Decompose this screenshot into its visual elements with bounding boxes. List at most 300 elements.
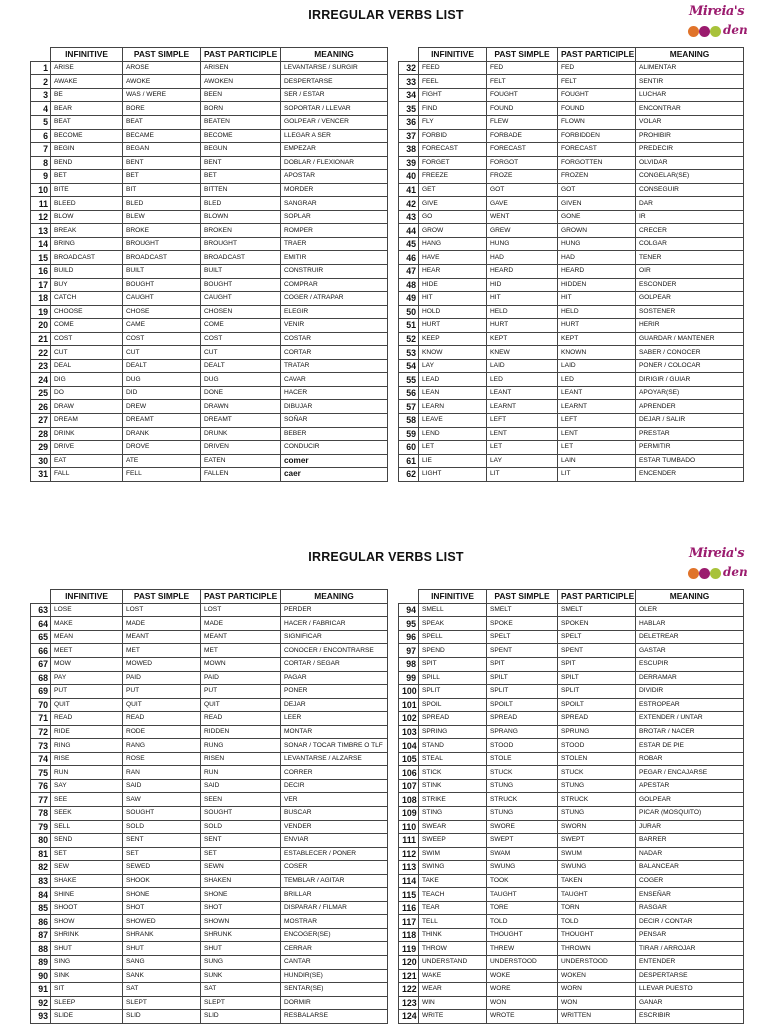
meaning-cell: SANGRAR (281, 197, 388, 211)
logo-1 (683, 4, 747, 50)
meaning-cell: SOPORTAR / LLEVAR (281, 102, 388, 116)
infinitive-cell: LIGHT (419, 468, 487, 482)
infinitive-cell: SEW (51, 861, 123, 875)
past-participle-cell: FED (558, 61, 636, 75)
row-number: 101 (399, 698, 419, 712)
meaning-cell: LUCHAR (636, 88, 744, 102)
past-participle-cell: STRUCK (558, 793, 636, 807)
table-row (31, 847, 388, 861)
meaning-cell: caer (281, 468, 388, 482)
past-participle-cell: SHOWN (201, 915, 281, 929)
page-title-2: IRREGULAR VERBS LIST (308, 550, 464, 564)
row-number: 25 (31, 386, 51, 400)
table-row (399, 427, 744, 441)
past-simple-cell: WAS / WERE (123, 88, 201, 102)
row-number: 49 (399, 292, 419, 306)
row-number: 4 (31, 102, 51, 116)
meaning-cell: IR (636, 210, 744, 224)
past-participle-cell: SLEPT (201, 996, 281, 1010)
row-number: 27 (31, 414, 51, 428)
row-number: 89 (31, 956, 51, 970)
past-participle-cell: GOT (558, 183, 636, 197)
row-number: 122 (399, 983, 419, 997)
past-participle-cell: BET (201, 170, 281, 184)
table-row (31, 400, 388, 414)
table-row (399, 603, 744, 617)
header-blank (31, 48, 51, 62)
table-row (31, 332, 388, 346)
column-header-past-participle: PAST PARTICIPLE (558, 48, 636, 62)
past-participle-cell: MADE (201, 617, 281, 631)
row-number: 18 (31, 292, 51, 306)
past-participle-cell: PUT (201, 685, 281, 699)
meaning-cell: ALIMENTAR (636, 61, 744, 75)
row-number: 105 (399, 752, 419, 766)
past-simple-cell: SAID (123, 779, 201, 793)
infinitive-cell: SAY (51, 779, 123, 793)
column-header-past-participle: PAST PARTICIPLE (201, 48, 281, 62)
past-simple-cell: LEARNT (487, 400, 558, 414)
row-number: 79 (31, 820, 51, 834)
past-simple-cell: SWORE (487, 820, 558, 834)
row-number: 36 (399, 115, 419, 129)
past-participle-cell: BENT (201, 156, 281, 170)
past-participle-cell: SWEPT (558, 834, 636, 848)
infinitive-cell: STEAL (419, 752, 487, 766)
past-simple-cell: CUT (123, 346, 201, 360)
meaning-cell: DESPERTARSE (281, 75, 388, 89)
table-row (31, 197, 388, 211)
row-number: 76 (31, 779, 51, 793)
past-simple-cell: SHUT (123, 942, 201, 956)
row-number: 6 (31, 129, 51, 143)
logo-dots (688, 24, 721, 42)
table-row (31, 88, 388, 102)
row-number: 10 (31, 183, 51, 197)
meaning-cell: CONSEGUIR (636, 183, 744, 197)
past-participle-cell: SENT (201, 834, 281, 848)
row-number: 104 (399, 739, 419, 753)
row-number: 59 (399, 427, 419, 441)
past-simple-cell: FLEW (487, 115, 558, 129)
table-row (399, 292, 744, 306)
past-simple-cell: TOOK (487, 874, 558, 888)
row-number: 115 (399, 888, 419, 902)
past-participle-cell: STOLEN (558, 752, 636, 766)
past-participle-cell: SHUT (201, 942, 281, 956)
table-row (399, 468, 744, 482)
infinitive-cell: CATCH (51, 292, 123, 306)
past-participle-cell: SPELT (558, 630, 636, 644)
infinitive-cell: SPIT (419, 657, 487, 671)
row-number: 67 (31, 657, 51, 671)
meaning-cell: DELETREAR (636, 630, 744, 644)
row-number: 119 (399, 942, 419, 956)
table-row (31, 617, 388, 631)
past-simple-cell: BENT (123, 156, 201, 170)
meaning-cell: BALANCEAR (636, 861, 744, 875)
row-number: 45 (399, 237, 419, 251)
row-number: 102 (399, 712, 419, 726)
column-header-meaning: MEANING (636, 590, 744, 604)
table-row (31, 942, 388, 956)
past-participle-cell: STOOD (558, 739, 636, 753)
logo-text: Mireia's (689, 546, 745, 561)
past-simple-cell: LAID (487, 359, 558, 373)
meaning-cell: ESTAR DE PIE (636, 739, 744, 753)
table-row (399, 305, 744, 319)
infinitive-cell: FEEL (419, 75, 487, 89)
meaning-cell: CRECER (636, 224, 744, 238)
past-simple-cell: STUCK (487, 766, 558, 780)
table-row (399, 942, 744, 956)
meaning-cell: ESCONDER (636, 278, 744, 292)
row-number: 12 (31, 210, 51, 224)
table-row (31, 237, 388, 251)
table-row (399, 698, 744, 712)
row-number: 112 (399, 847, 419, 861)
table-row (31, 698, 388, 712)
row-number: 35 (399, 102, 419, 116)
meaning-cell: HACER (281, 386, 388, 400)
meaning-cell: EMPEZAR (281, 143, 388, 157)
past-simple-cell: STRUCK (487, 793, 558, 807)
infinitive-cell: SLEEP (51, 996, 123, 1010)
infinitive-cell: DRIVE (51, 441, 123, 455)
table-row (31, 874, 388, 888)
past-participle-cell: SWUNG (558, 861, 636, 875)
table-row (399, 102, 744, 116)
past-participle-cell: TAUGHT (558, 888, 636, 902)
infinitive-cell: BLEED (51, 197, 123, 211)
past-simple-cell: BET (123, 170, 201, 184)
table-row (31, 210, 388, 224)
table-row (31, 454, 388, 468)
meaning-cell: BUSCAR (281, 807, 388, 821)
past-simple-cell: LEANT (487, 386, 558, 400)
past-participle-cell: SET (201, 847, 281, 861)
infinitive-cell: FALL (51, 468, 123, 482)
infinitive-cell: BEGIN (51, 143, 123, 157)
table-row (399, 359, 744, 373)
table-row (31, 373, 388, 387)
past-participle-cell: THOUGHT (558, 928, 636, 942)
past-simple-cell: WORE (487, 983, 558, 997)
row-number: 124 (399, 1010, 419, 1024)
table-row (399, 888, 744, 902)
row-number: 117 (399, 915, 419, 929)
column-header-meaning: MEANING (636, 48, 744, 62)
table-row (399, 820, 744, 834)
past-simple-cell: MEANT (123, 630, 201, 644)
infinitive-cell: DO (51, 386, 123, 400)
meaning-cell: DERRAMAR (636, 671, 744, 685)
meaning-cell: CERRAR (281, 942, 388, 956)
past-simple-cell: DUG (123, 373, 201, 387)
past-simple-cell: RANG (123, 739, 201, 753)
meaning-cell: GASTAR (636, 644, 744, 658)
infinitive-cell: ARISE (51, 61, 123, 75)
past-simple-cell: LOST (123, 603, 201, 617)
past-participle-cell: LED (558, 373, 636, 387)
table-row (31, 115, 388, 129)
meaning-cell: OIR (636, 265, 744, 279)
table-row (31, 630, 388, 644)
column-header-past-simple: PAST SIMPLE (123, 48, 201, 62)
table-row (399, 1010, 744, 1024)
row-number: 15 (31, 251, 51, 265)
past-participle-cell: LEANT (558, 386, 636, 400)
infinitive-cell: GET (419, 183, 487, 197)
infinitive-cell: STRIKE (419, 793, 487, 807)
row-number: 54 (399, 359, 419, 373)
past-simple-cell: THREW (487, 942, 558, 956)
row-number: 33 (399, 75, 419, 89)
table-row (399, 265, 744, 279)
meaning-cell: GOLPEAR / VENCER (281, 115, 388, 129)
past-simple-cell: AWOKE (123, 75, 201, 89)
meaning-cell: DIBUJAR (281, 400, 388, 414)
past-participle-cell: QUIT (201, 698, 281, 712)
table-row (399, 779, 744, 793)
row-number: 55 (399, 373, 419, 387)
table-row (399, 237, 744, 251)
past-simple-cell: SWAM (487, 847, 558, 861)
infinitive-cell: BUY (51, 278, 123, 292)
row-number: 87 (31, 928, 51, 942)
meaning-cell: ESTAR TUMBADO (636, 454, 744, 468)
past-participle-cell: DONE (201, 386, 281, 400)
past-participle-cell: SHRUNK (201, 928, 281, 942)
infinitive-cell: BROADCAST (51, 251, 123, 265)
past-participle-cell: BROKEN (201, 224, 281, 238)
past-simple-cell: SWEPT (487, 834, 558, 848)
past-participle-cell: COME (201, 319, 281, 333)
meaning-cell: HERIR (636, 319, 744, 333)
table-row (31, 901, 388, 915)
past-participle-cell: DRAWN (201, 400, 281, 414)
infinitive-cell: SWIM (419, 847, 487, 861)
past-simple-cell: BIT (123, 183, 201, 197)
past-simple-cell: FOUND (487, 102, 558, 116)
table-row (399, 969, 744, 983)
table-row (399, 901, 744, 915)
infinitive-cell: GROW (419, 224, 487, 238)
past-simple-cell: FROZE (487, 170, 558, 184)
meaning-cell: PERMITIR (636, 441, 744, 455)
infinitive-cell: READ (51, 712, 123, 726)
infinitive-cell: LET (419, 441, 487, 455)
meaning-cell: TRAER (281, 237, 388, 251)
meaning-cell: DORMIR (281, 996, 388, 1010)
infinitive-cell: MOW (51, 657, 123, 671)
past-participle-cell: SPENT (558, 644, 636, 658)
meaning-cell: MORDER (281, 183, 388, 197)
verbs-table (398, 589, 744, 1024)
infinitive-cell: UNDERSTAND (419, 956, 487, 970)
past-participle-cell: LIT (558, 468, 636, 482)
past-simple-cell: SAW (123, 793, 201, 807)
logo-dot-green (710, 568, 721, 579)
meaning-cell: BROTAR / NACER (636, 725, 744, 739)
infinitive-cell: THROW (419, 942, 487, 956)
row-number: 31 (31, 468, 51, 482)
table-row (31, 956, 388, 970)
table-row (399, 657, 744, 671)
past-participle-cell: EATEN (201, 454, 281, 468)
infinitive-cell: HEAR (419, 265, 487, 279)
row-number: 71 (31, 712, 51, 726)
table-row (31, 779, 388, 793)
past-simple-cell: ROSE (123, 752, 201, 766)
past-participle-cell: HUNG (558, 237, 636, 251)
meaning-cell: VENDER (281, 820, 388, 834)
row-number: 70 (31, 698, 51, 712)
infinitive-cell: BECOME (51, 129, 123, 143)
past-simple-cell: COST (123, 332, 201, 346)
infinitive-cell: STINK (419, 779, 487, 793)
meaning-cell: PRESTAR (636, 427, 744, 441)
row-number: 32 (399, 61, 419, 75)
infinitive-cell: SINK (51, 969, 123, 983)
past-participle-cell: MEANT (201, 630, 281, 644)
past-simple-cell: PUT (123, 685, 201, 699)
infinitive-cell: LEAN (419, 386, 487, 400)
meaning-cell: CAVAR (281, 373, 388, 387)
infinitive-cell: FORBID (419, 129, 487, 143)
past-simple-cell: SOUGHT (123, 807, 201, 821)
table-row (399, 725, 744, 739)
row-number: 56 (399, 386, 419, 400)
table-row (399, 197, 744, 211)
past-simple-cell: DREW (123, 400, 201, 414)
past-participle-cell: SWUM (558, 847, 636, 861)
meaning-cell: CONDUCIR (281, 441, 388, 455)
past-participle-cell: BROADCAST (201, 251, 281, 265)
table-row (31, 671, 388, 685)
row-number: 96 (399, 630, 419, 644)
table-row (31, 305, 388, 319)
infinitive-cell: FLY (419, 115, 487, 129)
table-row (31, 346, 388, 360)
row-number: 106 (399, 766, 419, 780)
past-simple-cell: BEGAN (123, 143, 201, 157)
meaning-cell: ROBAR (636, 752, 744, 766)
table-row (399, 278, 744, 292)
past-participle-cell: LET (558, 441, 636, 455)
past-participle-cell: BECOME (201, 129, 281, 143)
infinitive-cell: TEACH (419, 888, 487, 902)
meaning-cell: SENTAR(SE) (281, 983, 388, 997)
header-blank (399, 590, 419, 604)
logo-dots (688, 566, 721, 584)
header-blank (31, 590, 51, 604)
past-simple-cell: DRANK (123, 427, 201, 441)
infinitive-cell: DRINK (51, 427, 123, 441)
row-number: 2 (31, 75, 51, 89)
meaning-cell: COGER (636, 874, 744, 888)
table-row (399, 739, 744, 753)
table-row (31, 251, 388, 265)
meaning-cell: TRATAR (281, 359, 388, 373)
past-participle-cell: STUNG (558, 779, 636, 793)
table-row (399, 928, 744, 942)
past-simple-cell: THOUGHT (487, 928, 558, 942)
past-participle-cell: TAKEN (558, 874, 636, 888)
row-number: 58 (399, 414, 419, 428)
table-row (399, 861, 744, 875)
table-row (399, 386, 744, 400)
table-row (399, 956, 744, 970)
past-simple-cell: SPOKE (487, 617, 558, 631)
past-participle-cell: SUNG (201, 956, 281, 970)
past-simple-cell: HURT (487, 319, 558, 333)
meaning-cell: BEBER (281, 427, 388, 441)
past-simple-cell: MADE (123, 617, 201, 631)
past-participle-cell: SPRUNG (558, 725, 636, 739)
row-number: 110 (399, 820, 419, 834)
infinitive-cell: BEAT (51, 115, 123, 129)
meaning-cell: ENCONTRAR (636, 102, 744, 116)
past-simple-cell: SPRANG (487, 725, 558, 739)
meaning-cell: SOÑAR (281, 414, 388, 428)
meaning-cell: CONOCER / ENCONTRARSE (281, 644, 388, 658)
table-row (31, 102, 388, 116)
meaning-cell: DISPARAR / FILMAR (281, 901, 388, 915)
past-participle-cell: HIT (558, 292, 636, 306)
past-participle-cell: SEEN (201, 793, 281, 807)
past-participle-cell: LEFT (558, 414, 636, 428)
infinitive-cell: AWAKE (51, 75, 123, 89)
row-number: 3 (31, 88, 51, 102)
row-number: 91 (31, 983, 51, 997)
infinitive-cell: HIDE (419, 278, 487, 292)
past-participle-cell: BITTEN (201, 183, 281, 197)
meaning-cell: DIRIGIR / GUIAR (636, 373, 744, 387)
table-row (399, 332, 744, 346)
infinitive-cell: SPEND (419, 644, 487, 658)
page-title-1: IRREGULAR VERBS LIST (308, 8, 464, 22)
row-number: 72 (31, 725, 51, 739)
past-participle-cell: SAID (201, 779, 281, 793)
meaning-cell: PERDER (281, 603, 388, 617)
column-header-infinitive: INFINITIVE (419, 590, 487, 604)
past-simple-cell: BROKE (123, 224, 201, 238)
past-simple-cell: FOUGHT (487, 88, 558, 102)
table-row (31, 468, 388, 482)
infinitive-cell: SHAKE (51, 874, 123, 888)
infinitive-cell: CHOOSE (51, 305, 123, 319)
infinitive-cell: SHRINK (51, 928, 123, 942)
infinitive-cell: WRITE (419, 1010, 487, 1024)
table-row (399, 712, 744, 726)
past-simple-cell: RODE (123, 725, 201, 739)
infinitive-cell: WIN (419, 996, 487, 1010)
meaning-cell: CANTAR (281, 956, 388, 970)
past-participle-cell: GIVEN (558, 197, 636, 211)
infinitive-cell: BEAR (51, 102, 123, 116)
meaning-cell: LEVANTARSE / ALZARSE (281, 752, 388, 766)
row-number: 50 (399, 305, 419, 319)
row-number: 93 (31, 1010, 51, 1024)
meaning-cell: OLVIDAR (636, 156, 744, 170)
past-simple-cell: SPOILT (487, 698, 558, 712)
table-row (31, 712, 388, 726)
past-participle-cell: LAIN (558, 454, 636, 468)
past-simple-cell: SHOT (123, 901, 201, 915)
past-participle-cell: ARISEN (201, 61, 281, 75)
row-number: 90 (31, 969, 51, 983)
